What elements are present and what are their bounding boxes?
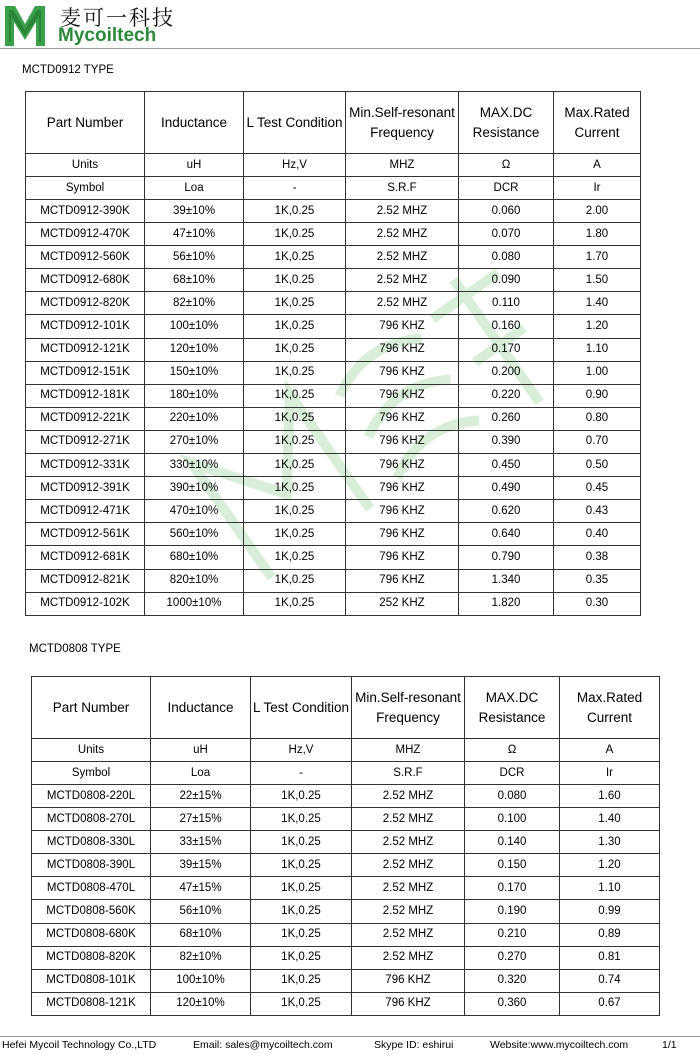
table-cell: 68±10%	[151, 923, 251, 946]
table-cell: 796 KHZ	[346, 546, 459, 569]
table-cell: Ω	[465, 739, 560, 762]
table-cell: MCTD0808-820K	[32, 946, 151, 969]
table-cell: Ω	[459, 154, 554, 177]
table-cell: 0.110	[459, 292, 554, 315]
table-cell: 39±10%	[145, 200, 244, 223]
table-cell: 0.99	[560, 900, 660, 923]
page-header	[0, 0, 700, 50]
table-cell: MCTD0912-221K	[26, 407, 145, 430]
table-cell: 1K,0.25	[251, 969, 352, 992]
footer-company: Hefei Mycoil Technology Co.,LTD	[2, 1039, 157, 1051]
table-cell: 2.52 MHZ	[346, 200, 459, 223]
table-cell: Hz,V	[244, 154, 346, 177]
table-cell: MHZ	[346, 154, 459, 177]
table-cell: MCTD0912-390K	[26, 200, 145, 223]
table-cell: 796 KHZ	[346, 384, 459, 407]
units-row	[26, 154, 641, 177]
table-row	[26, 477, 641, 500]
table-cell: 330±10%	[145, 454, 244, 477]
table-cell: MCTD0808-470L	[32, 877, 151, 900]
table-cell: 220±10%	[145, 407, 244, 430]
table-cell: 2.52 MHZ	[352, 854, 465, 877]
table-cell: 1.10	[560, 877, 660, 900]
table-cell: Min.Self-resonant Frequency	[346, 92, 459, 154]
table-cell: 1.60	[560, 785, 660, 808]
table-cell: 1.50	[554, 269, 641, 292]
table-cell: MCTD0912-271K	[26, 430, 145, 453]
table-row	[26, 430, 641, 453]
table-cell: 796 KHZ	[346, 430, 459, 453]
table-row	[26, 454, 641, 477]
table-cell: 796 KHZ	[352, 969, 465, 992]
table-cell: 2.52 MHZ	[352, 785, 465, 808]
table-header-row	[26, 92, 641, 154]
table-cell: 1K,0.25	[244, 407, 346, 430]
table-cell: MCTD0912-151K	[26, 361, 145, 384]
table-cell: 180±10%	[145, 384, 244, 407]
table-cell: Ir	[560, 762, 660, 785]
table-row	[26, 200, 641, 223]
table-cell: MHZ	[352, 739, 465, 762]
table-cell: S.R.F	[346, 177, 459, 200]
table-cell: 150±10%	[145, 361, 244, 384]
table-cell: 1K,0.25	[244, 500, 346, 523]
table-row	[26, 269, 641, 292]
table-cell: Inductance	[151, 677, 251, 739]
table-cell: Units	[26, 154, 145, 177]
table-cell: 1K,0.25	[251, 900, 352, 923]
table-cell: 1K,0.25	[251, 854, 352, 877]
table-cell: Loa	[145, 177, 244, 200]
table-cell: 2.52 MHZ	[352, 831, 465, 854]
table-cell: -	[244, 177, 346, 200]
table-cell: 1.10	[554, 338, 641, 361]
table-cell: 1.820	[459, 592, 554, 615]
table-cell: 796 KHZ	[346, 454, 459, 477]
table-cell: 0.30	[554, 592, 641, 615]
table-cell: uH	[145, 154, 244, 177]
table-cell: 120±10%	[151, 992, 251, 1015]
table-cell: S.R.F	[352, 762, 465, 785]
table-cell: 2.52 MHZ	[352, 946, 465, 969]
symbol-row	[26, 177, 641, 200]
table-cell: MCTD0808-220L	[32, 785, 151, 808]
table-row	[32, 969, 660, 992]
table-cell: 1K,0.25	[244, 292, 346, 315]
table-cell: 39±15%	[151, 854, 251, 877]
section-title-mctd0808: MCTD0808 TYPE	[29, 643, 121, 655]
table-row	[26, 592, 641, 615]
table-cell: 2.52 MHZ	[352, 877, 465, 900]
table-cell: 0.170	[465, 877, 560, 900]
table-cell: A	[554, 154, 641, 177]
table-cell: 0.360	[465, 992, 560, 1015]
table-cell: MCTD0912-820K	[26, 292, 145, 315]
table-cell: 1K,0.25	[244, 223, 346, 246]
table-header-row	[32, 677, 660, 739]
units-row	[32, 739, 660, 762]
table-cell: Symbol	[32, 762, 151, 785]
table-row	[26, 292, 641, 315]
table-cell: 1K,0.25	[244, 592, 346, 615]
table-cell: 22±15%	[151, 785, 251, 808]
table-row	[32, 785, 660, 808]
table-cell: 252 KHZ	[346, 592, 459, 615]
table-cell: Symbol	[26, 177, 145, 200]
table-cell: 56±10%	[145, 246, 244, 269]
section-title-mctd0912: MCTD0912 TYPE	[22, 64, 114, 76]
table-cell: 680±10%	[145, 546, 244, 569]
table-cell: 0.89	[560, 923, 660, 946]
table-cell: 796 KHZ	[352, 992, 465, 1015]
table-cell: 0.45	[554, 477, 641, 500]
table-cell: 0.80	[554, 407, 641, 430]
table-cell: MAX.DC Resistance	[465, 677, 560, 739]
table-cell: 0.790	[459, 546, 554, 569]
table-cell: 1000±10%	[145, 592, 244, 615]
table-row	[32, 877, 660, 900]
table-cell: 1K,0.25	[244, 569, 346, 592]
table-cell: 0.43	[554, 500, 641, 523]
table-row	[32, 808, 660, 831]
table-cell: 0.40	[554, 523, 641, 546]
table-cell: 2.52 MHZ	[346, 223, 459, 246]
table-cell: 796 KHZ	[346, 477, 459, 500]
footer-divider	[0, 1036, 700, 1037]
table-cell: MCTD0912-561K	[26, 523, 145, 546]
table-row	[32, 900, 660, 923]
table-cell: Inductance	[145, 92, 244, 154]
table-cell: 0.140	[465, 831, 560, 854]
table-cell: 1K,0.25	[244, 315, 346, 338]
table-cell: 0.060	[459, 200, 554, 223]
table-cell: 2.52 MHZ	[346, 246, 459, 269]
table-cell: 1K,0.25	[244, 430, 346, 453]
table-cell: 100±10%	[145, 315, 244, 338]
table-cell: 0.070	[459, 223, 554, 246]
footer-website: Website:www.mycoiltech.com	[490, 1039, 629, 1051]
table-cell: 1K,0.25	[244, 477, 346, 500]
table-cell: MCTD0912-470K	[26, 223, 145, 246]
table-cell: MCTD0808-270L	[32, 808, 151, 831]
table-cell: MCTD0808-330L	[32, 831, 151, 854]
table-cell: MCTD0912-181K	[26, 384, 145, 407]
table-cell: 1.70	[554, 246, 641, 269]
table-row	[32, 854, 660, 877]
table-cell: 1K,0.25	[251, 877, 352, 900]
table-cell: Max.Rated Current	[554, 92, 641, 154]
table-cell: 0.67	[560, 992, 660, 1015]
table-cell: Max.Rated Current	[560, 677, 660, 739]
table-row	[26, 523, 641, 546]
table-row	[26, 569, 641, 592]
table-row	[26, 500, 641, 523]
table-cell: MCTD0912-471K	[26, 500, 145, 523]
table-cell: MCTD0808-101K	[32, 969, 151, 992]
table-cell: 0.170	[459, 338, 554, 361]
table-row	[32, 923, 660, 946]
table-cell: 0.080	[465, 785, 560, 808]
table-cell: 2.52 MHZ	[352, 900, 465, 923]
table-cell: MCTD0912-560K	[26, 246, 145, 269]
table-cell: 1K,0.25	[244, 523, 346, 546]
table-cell: 0.160	[459, 315, 554, 338]
table-cell: MCTD0912-121K	[26, 338, 145, 361]
table-cell: 82±10%	[151, 946, 251, 969]
table-cell: 82±10%	[145, 292, 244, 315]
table-cell: 796 KHZ	[346, 523, 459, 546]
symbol-row	[32, 762, 660, 785]
table-cell: 27±15%	[151, 808, 251, 831]
table-cell: 796 KHZ	[346, 361, 459, 384]
table-cell: 0.38	[554, 546, 641, 569]
table-cell: 0.090	[459, 269, 554, 292]
table-cell: 796 KHZ	[346, 500, 459, 523]
table-cell: MAX.DC Resistance	[459, 92, 554, 154]
table-cell: 1K,0.25	[251, 992, 352, 1015]
table-cell: MCTD0912-821K	[26, 569, 145, 592]
table-cell: 0.50	[554, 454, 641, 477]
table-cell: MCTD0912-101K	[26, 315, 145, 338]
table-cell: MCTD0912-331K	[26, 454, 145, 477]
table-row	[26, 407, 641, 430]
table-row	[26, 338, 641, 361]
table-cell: 1.40	[560, 808, 660, 831]
table-cell: 0.90	[554, 384, 641, 407]
table-cell: 0.190	[465, 900, 560, 923]
table-cell: 0.080	[459, 246, 554, 269]
table-cell: 0.220	[459, 384, 554, 407]
table-row	[26, 546, 641, 569]
table-cell: 1.20	[554, 315, 641, 338]
table-cell: 0.640	[459, 523, 554, 546]
table-cell: Units	[32, 739, 151, 762]
table-cell: Part Number	[32, 677, 151, 739]
table-cell: 1K,0.25	[244, 246, 346, 269]
table-cell: 1K,0.25	[244, 269, 346, 292]
table-cell: 1K,0.25	[244, 384, 346, 407]
table-cell: Min.Self-resonant Frequency	[352, 677, 465, 739]
table-cell: 796 KHZ	[346, 569, 459, 592]
table-cell: 1K,0.25	[251, 946, 352, 969]
table-cell: MCTD0912-391K	[26, 477, 145, 500]
table-cell: 2.52 MHZ	[346, 269, 459, 292]
table-cell: -	[251, 762, 352, 785]
table-cell: MCTD0808-680K	[32, 923, 151, 946]
table-row	[26, 246, 641, 269]
table-cell: 0.450	[459, 454, 554, 477]
table-cell: MCTD0912-102K	[26, 592, 145, 615]
table-cell: 33±15%	[151, 831, 251, 854]
table-cell: 1.340	[459, 569, 554, 592]
table-cell: 390±10%	[145, 477, 244, 500]
footer-page-number: 1/1	[662, 1039, 677, 1051]
table-cell: 1K,0.25	[244, 200, 346, 223]
table-cell: 1K,0.25	[244, 454, 346, 477]
table-cell: 820±10%	[145, 569, 244, 592]
table-cell: 1K,0.25	[251, 923, 352, 946]
table-cell: 1K,0.25	[251, 808, 352, 831]
brand-name-chinese: 麦可一科技	[60, 6, 175, 30]
table-row	[26, 315, 641, 338]
table-row	[26, 223, 641, 246]
footer-email: Email: sales@mycoiltech.com	[193, 1039, 333, 1051]
table-cell: L Test Condition	[244, 92, 346, 154]
table-cell: A	[560, 739, 660, 762]
table-cell: Ir	[554, 177, 641, 200]
table-row	[32, 831, 660, 854]
table-cell: 1.80	[554, 223, 641, 246]
table-cell: 47±10%	[145, 223, 244, 246]
table-cell: 1K,0.25	[244, 338, 346, 361]
spec-table-mctd0912	[25, 91, 641, 616]
table-cell: 1.00	[554, 361, 641, 384]
table-cell: 0.320	[465, 969, 560, 992]
table-cell: 56±10%	[151, 900, 251, 923]
table-cell: 796 KHZ	[346, 338, 459, 361]
table-cell: 0.70	[554, 430, 641, 453]
table-cell: 1K,0.25	[251, 785, 352, 808]
table-cell: 0.200	[459, 361, 554, 384]
table-cell: 47±15%	[151, 877, 251, 900]
footer-skype: Skype ID: eshirui	[374, 1039, 454, 1051]
table-cell: 0.210	[465, 923, 560, 946]
table-cell: MCTD0912-680K	[26, 269, 145, 292]
table-cell: 0.490	[459, 477, 554, 500]
table-cell: 1K,0.25	[251, 831, 352, 854]
table-cell: 470±10%	[145, 500, 244, 523]
table-cell: 0.390	[459, 430, 554, 453]
table-cell: Part Number	[26, 92, 145, 154]
table-cell: 1K,0.25	[244, 361, 346, 384]
table-cell: 2.00	[554, 200, 641, 223]
table-cell: 796 KHZ	[346, 407, 459, 430]
table-cell: 2.52 MHZ	[346, 292, 459, 315]
table-cell: 0.74	[560, 969, 660, 992]
table-cell: 2.52 MHZ	[352, 808, 465, 831]
table-row	[32, 992, 660, 1015]
table-cell: MCTD0808-121K	[32, 992, 151, 1015]
table-cell: 1.30	[560, 831, 660, 854]
table-cell: MCTD0912-681K	[26, 546, 145, 569]
table-row	[32, 946, 660, 969]
table-row	[26, 384, 641, 407]
table-cell: MCTD0808-560K	[32, 900, 151, 923]
table-cell: 68±10%	[145, 269, 244, 292]
spec-table-mctd0808	[31, 676, 660, 1016]
table-cell: 270±10%	[145, 430, 244, 453]
table-cell: 796 KHZ	[346, 315, 459, 338]
table-cell: DCR	[465, 762, 560, 785]
table-cell: MCTD0808-390L	[32, 854, 151, 877]
table-cell: 1.40	[554, 292, 641, 315]
mycoiltech-logo-icon	[3, 2, 47, 46]
table-cell: 120±10%	[145, 338, 244, 361]
table-cell: 1K,0.25	[244, 546, 346, 569]
table-cell: 2.52 MHZ	[352, 923, 465, 946]
table-cell: DCR	[459, 177, 554, 200]
table-row	[26, 361, 641, 384]
table-cell: 0.150	[465, 854, 560, 877]
table-cell: uH	[151, 739, 251, 762]
brand-name-english: Mycoiltech	[58, 25, 157, 46]
table-cell: Hz,V	[251, 739, 352, 762]
header-divider	[0, 48, 700, 49]
table-cell: 100±10%	[151, 969, 251, 992]
table-cell: 560±10%	[145, 523, 244, 546]
table-cell: Loa	[151, 762, 251, 785]
table-cell: 0.270	[465, 946, 560, 969]
table-cell: 0.620	[459, 500, 554, 523]
table-cell: 0.100	[465, 808, 560, 831]
table-cell: 1.20	[560, 854, 660, 877]
table-cell: 0.35	[554, 569, 641, 592]
table-cell: L Test Condition	[251, 677, 352, 739]
table-cell: 0.260	[459, 407, 554, 430]
table-cell: 0.81	[560, 946, 660, 969]
